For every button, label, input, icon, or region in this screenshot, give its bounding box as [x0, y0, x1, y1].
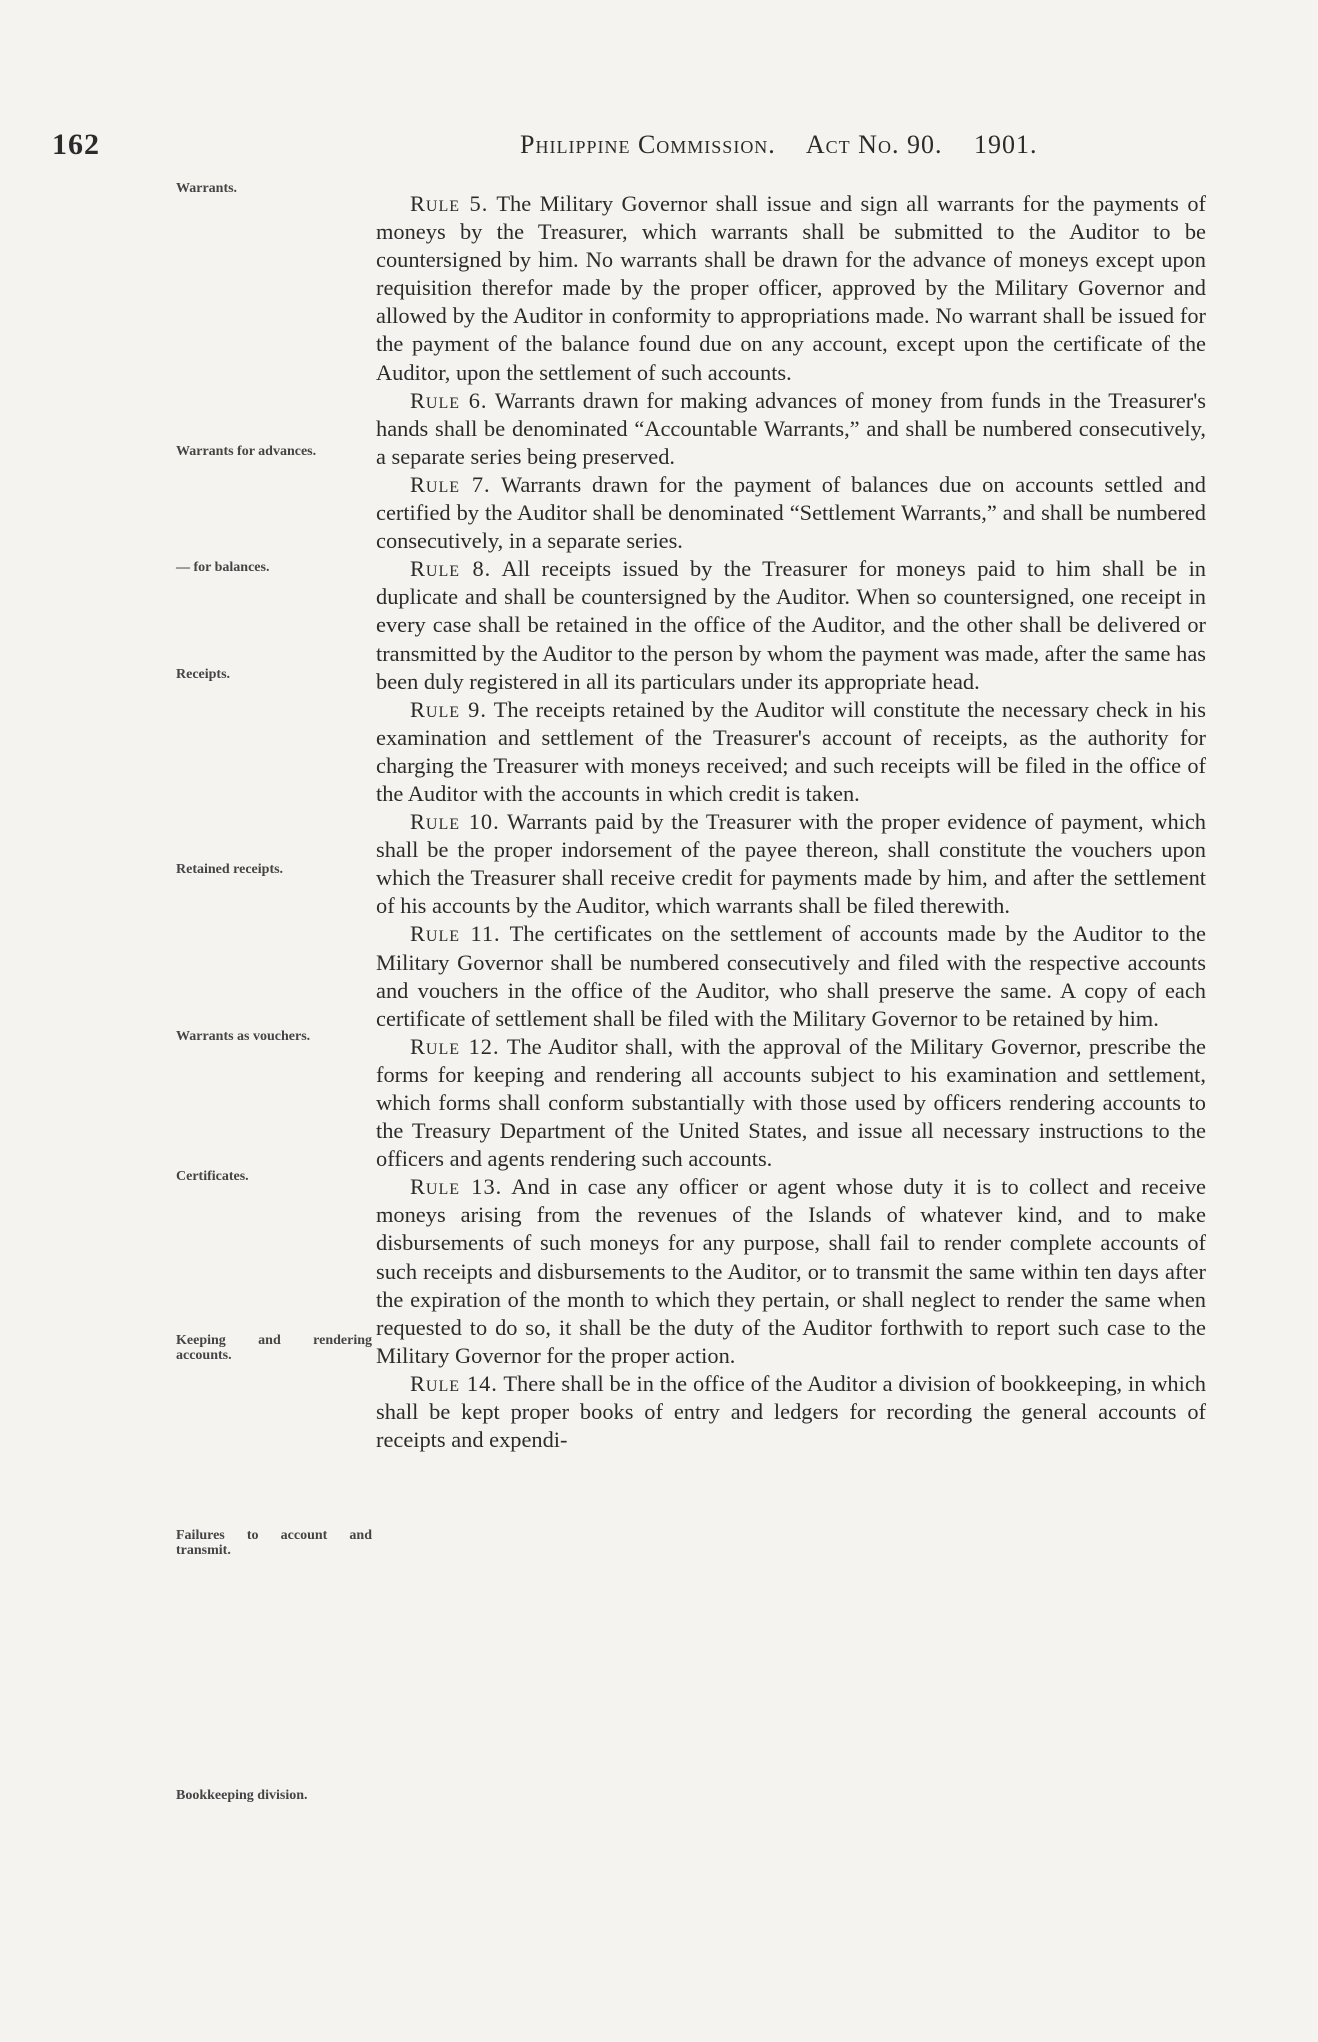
rule-label: Rule 6. [410, 387, 488, 413]
rule-label: Rule 12. [410, 1033, 500, 1059]
rule-label: Rule 10. [410, 809, 500, 835]
rule-9 [376, 696, 1206, 808]
rule-12 [376, 1033, 1206, 1173]
margin-note-for-balances: — for balances. [176, 560, 270, 575]
rule-text: Warrants paid by the Treasurer with the proper evidence of payment, which shall be the proper indorsement of the payee thereon, shall constitute the vouchers upon which the Treasurer shall receive credit for payments made by him, and after the settlement of his accounts by the Auditor, which warrants shall be filed therewith. [376, 809, 1206, 919]
rule-5 [376, 190, 1206, 387]
rule-label: Rule 14. [410, 1370, 498, 1396]
rule-text: There shall be in the office of the Auditor a division of bookkeeping, in which shall be kept proper books of entry and ledgers for recording the general accounts of receipts and expendi- [376, 1370, 1206, 1453]
rule-label: Rule 7. [410, 471, 491, 497]
margin-note-bookkeeping-division: Bookkeeping division. [176, 1788, 308, 1803]
rules-body [376, 190, 1206, 1454]
margin-note-certificates: Certificates. [176, 1169, 249, 1184]
rule-8 [376, 555, 1206, 695]
rule-text: The Auditor shall, with the approval of the Military Governor, prescribe the forms for keeping and rendering all accounts subject to his examination and settlement, which forms shall conform substantially with those used by officers rendering accounts to the Treasury Department of the United States, and issue all necessary instructions to the officers and agents rendering such accounts. [376, 1033, 1206, 1172]
rule-text: The certificates on the settlement of accounts made by the Auditor to the Military Governor shall be numbered consecutively and filed with the respective accounts and vouchers in the office of the Auditor, who shall preserve the same. A copy of each certificate of settlement shall be filed with the Military Governor to be retained by him. [376, 921, 1206, 1031]
margin-note-failures-to-account: Failures to account and transmit. [176, 1528, 372, 1558]
running-head-year: 1901. [973, 130, 1038, 159]
running-head [520, 130, 1061, 160]
margin-note-receipts: Receipts. [176, 667, 231, 682]
margin-note-warrants-for-advances: Warrants for advances. [176, 444, 317, 459]
rule-10 [376, 808, 1206, 920]
running-head-act: Act No. 90. [805, 130, 943, 159]
margin-note-retained-receipts: Retained receipts. [176, 862, 284, 877]
rule-7 [376, 471, 1206, 555]
margin-note-warrants: Warrants. [176, 181, 238, 196]
rule-text: And in case any officer or agent whose duty it is to collect and receive moneys arising from the revenues of the Islands of whatever kind, and to make disbursements of such moneys for any purpose, shall fail to render complete accounts of such receipts and disbursements to the Auditor, or to transmit the same within ten days after the expiration of the month to which they pertain, or shall neglect to render the same when requested to do so, it shall be the duty of the Auditor forthwith to report such case to the Military Governor for the proper action. [376, 1174, 1206, 1368]
running-head-publisher: Philippine Commission. [520, 130, 776, 159]
rule-label: Rule 5. [410, 191, 489, 216]
rule-text: The Military Governor shall issue and sign all warrants for the payments of moneys by the Treasurer, which warrants shall be submitted to the Auditor to be countersigned by him. No warrants shall be drawn for the advance of moneys except upon requisition therefor made by the proper officer, approved by the Military Governor and allowed by the Auditor in conformity to appropriations made. No warrant shall be issued for the payment of the balance found due on any account, except upon the certificate of the Auditor, upon the settlement of such accounts. [376, 191, 1206, 385]
rule-text: The receipts retained by the Auditor will constitute the necessary check in his examination and settlement of the Treasurer's account of receipts, as the authority for charging the Treasurer with moneys received; and such receipts will be filed in the office of the Auditor with the accounts in which credit is taken. [376, 696, 1206, 806]
margin-note-warrants-as-vouchers: Warrants as vouchers. [176, 1029, 311, 1044]
rule-14 [376, 1370, 1206, 1454]
rule-11 [376, 920, 1206, 1032]
rule-label: Rule 13. [410, 1174, 503, 1200]
margin-note-keeping-rendering-accounts: Keeping and rendering accounts. [176, 1333, 372, 1363]
rule-text: Warrants drawn for the payment of balances due on accounts settled and certified by the Auditor shall be denominated “Settlement Warrants,” and shall be numbered consecutively, in a separate series. [376, 471, 1206, 554]
rule-13 [376, 1173, 1206, 1370]
rule-label: Rule 8. [410, 556, 492, 582]
rule-6 [376, 387, 1206, 471]
rule-label: Rule 9. [410, 696, 487, 722]
rule-text: Warrants drawn for making advances of money from funds in the Treasurer's hands shall be denominated “Accountable Warrants,” and shall be numbered consecutively, a separate series being preserved. [376, 387, 1206, 469]
page-number: 162 [52, 128, 100, 161]
rule-text: All receipts issued by the Treasurer for moneys paid to him shall be in duplicate and shall be countersigned by the Auditor. When so countersigned, one receipt in every case shall be retained in the office of the Auditor, and the other shall be delivered or transmitted by the Auditor to the person by whom the payment was made, after the same has been duly registered in all its particulars under its appropriate head. [376, 556, 1206, 694]
rule-label: Rule 11. [410, 921, 501, 947]
